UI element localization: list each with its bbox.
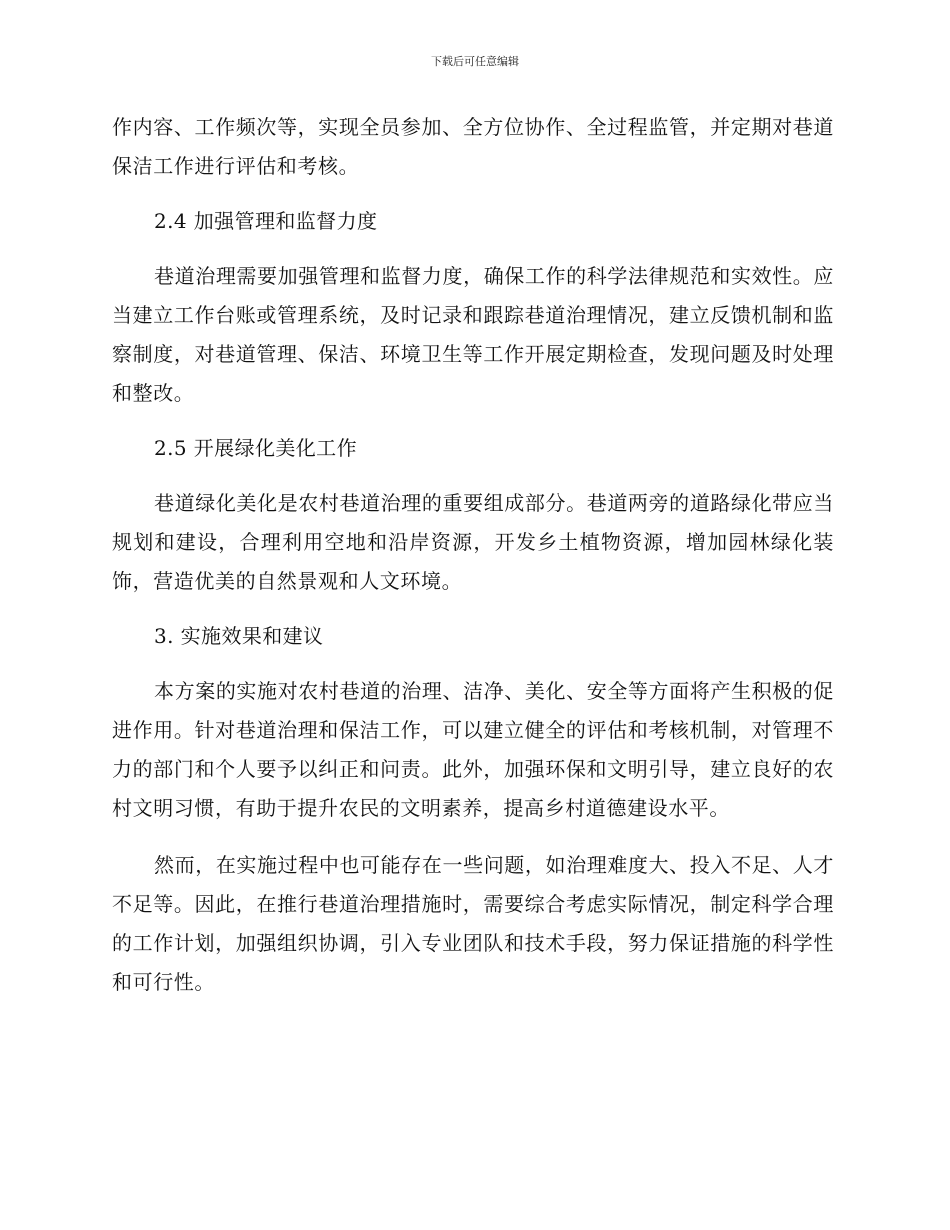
paragraph-2-5: 巷道绿化美化是农村巷道治理的重要组成部分。巷道两旁的道路绿化带应当规划和建设，合理利用空地和沿岸资源，开发乡土植物资源，增加园林绿化装饰，营造优美的自然景观和人文环境。: [112, 491, 834, 593]
spacer: [112, 186, 834, 202]
paragraph-2-4: 巷道治理需要加强管理和监督力度，确保工作的科学法律规范和实效性。应当建立工作台账或管理系统，及时记录和跟踪巷道治理情况，建立反馈机制和监察制度，对巷道管理、保洁、环境卫生等工作开展定期检查，发现问题及时处理和整改。: [112, 264, 834, 405]
spacer: [112, 656, 834, 672]
spacer: [112, 601, 834, 617]
spacer: [112, 241, 834, 257]
paragraph-intro: 作内容、工作频次等，实现全员参加、全方位协作、全过程监管，并定期对巷道保洁工作进行评估和考核。: [112, 115, 834, 178]
section-heading-2-4: 2.4 加强管理和监督力度: [154, 209, 378, 233]
paragraph-3a: 本方案的实施对农村巷道的治理、洁净、美化、安全等方面将产生积极的促进作用。针对巷道治理和保洁工作，可以建立健全的评估和考核机制，对管理不力的部门和个人要予以纠正和问责。此外，加强环保和文明引导，建立良好的农村文明习惯，有助于提升农民的文明素养，提高乡村道德建设水平。: [112, 679, 834, 820]
spacer: [112, 413, 834, 429]
document-body: [112, 108, 834, 1002]
spacer: [112, 828, 834, 846]
spacer: [112, 468, 834, 484]
section-heading-2-5: 2.5 开展绿化美化工作: [154, 436, 357, 460]
page-header: 下载后可任意编辑: [431, 55, 519, 68]
paragraph-3b: 然而，在实施过程中也可能存在一些问题，如治理难度大、投入不足、人才不足等。因此，在推行巷道治理措施时，需要综合考虑实际情况，制定科学合理的工作计划，加强组织协调，引入专业团队和技术手段，努力保证措施的科学性和可行性。: [112, 853, 834, 994]
section-heading-3: 3. 实施效果和建议: [154, 624, 324, 648]
